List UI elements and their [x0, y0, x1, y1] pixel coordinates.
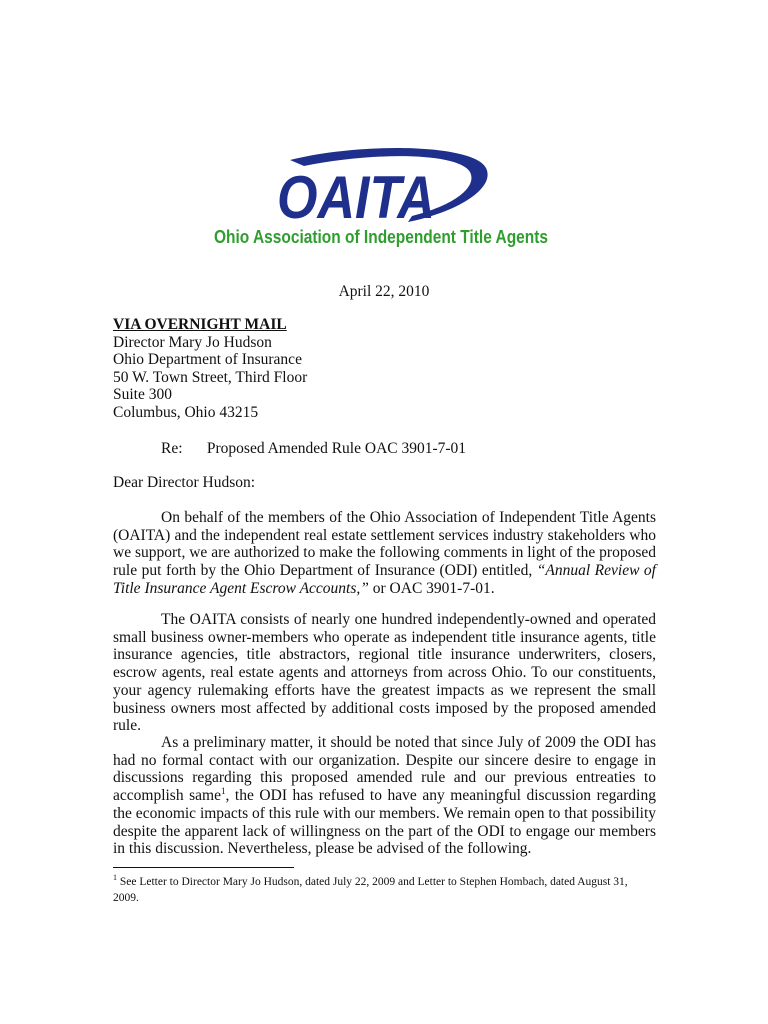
logo-acronym: OAITA	[277, 164, 435, 231]
letter-date: April 22, 2010	[338, 283, 430, 300]
subject-text: Proposed Amended Rule OAC 3901-7-01	[206, 440, 467, 457]
salutation: Dear Director Hudson:	[113, 474, 256, 491]
footnote	[113, 874, 633, 906]
oaita-logo	[212, 146, 552, 250]
delivery-method: VIA OVERNIGHT MAIL	[113, 316, 287, 333]
footnote-text: See Letter to Director Mary Jo Hudson, dated July 22, 2009 and Letter to Stephen Hombach, dated August 31, 2009.	[113, 876, 628, 904]
subject-label: Re:	[161, 440, 183, 457]
footnote-divider	[113, 867, 294, 868]
rule-title: “Annual Review of Title Insurance Agent Escrow Accounts,”	[113, 562, 656, 597]
paragraph-1-end: or OAC 3901-7-01.	[368, 579, 495, 597]
paragraph-1-text: On behalf of the members of the Ohio Association of Independent Title Agents (OAITA) and the independent real estate settlement services industry stakeholders who we support, we are authorized to make the following comments in light of the proposed rule put forth by the Ohio Department of Insurance (ODI) entitled,	[113, 509, 656, 580]
recipient-city: Columbus, Ohio 43215	[113, 403, 259, 421]
body-paragraph-1	[113, 509, 656, 598]
body-paragraph-3	[113, 734, 656, 858]
recipient-suite: Suite 300	[113, 386, 172, 404]
recipient-name: Director Mary Jo Hudson	[113, 333, 272, 351]
logo-name: Ohio Association of Independent Title Agents	[214, 227, 548, 247]
footnote-reference[interactable]: 1	[221, 785, 226, 796]
recipient-street: 50 W. Town Street, Third Floor	[113, 368, 308, 386]
recipient-address	[113, 316, 307, 422]
recipient-organization: Ohio Department of Insurance	[113, 351, 302, 369]
footnote-marker: 1	[113, 873, 117, 883]
subject-line	[161, 440, 466, 458]
paragraph-3-end: , the ODI has refused to have any meaningful discussion regarding the economic impacts of this rule with our members. We remain open to that possibility despite the apparent lack of willingness on the part of the ODI to engage our members in this discussion. Nevertheless, please be advised of the following.	[113, 787, 657, 858]
body-paragraph-2: The OAITA consists of nearly one hundred independently-owned and operated small business owner-members who operate as independent title insurance agents, title insurance agencies, title abstractors, regional title insurance underwriters, closers, escrow agents, real estate agents and attorneys from across Ohio. To our constituents, your agency rulemaking efforts have the greatest impacts as we represent the small business owners most affected by additional costs imposed by the proposed amended rule.	[113, 611, 656, 735]
paragraph-3-start: As a preliminary matter, it should be noted that since July of 2009 the ODI has had no formal contact with our organization. Despite our sincere desire to engage in discussions regarding this proposed amended rule and our previous entreaties to accomplish same	[113, 734, 656, 805]
